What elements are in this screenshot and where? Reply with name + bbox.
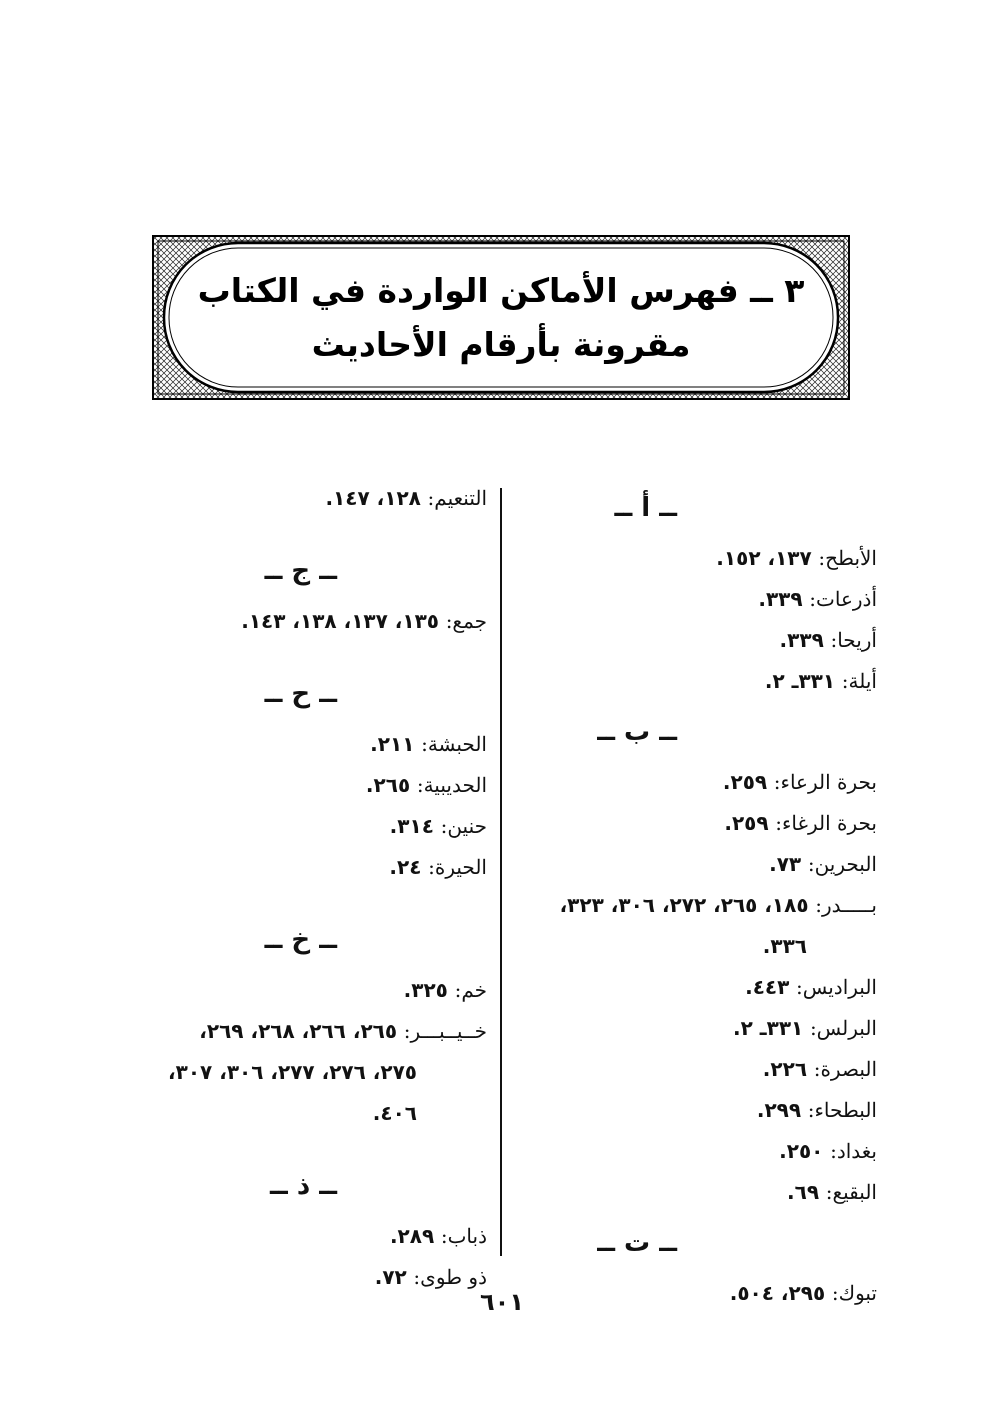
hadith-numbers: ١٣٥، ١٣٧، ١٣٨، ١٤٣. — [241, 609, 439, 633]
letter-heading: ــ أ ــ — [614, 493, 677, 523]
hadith-numbers-continued: ٢٧٥، ٢٧٦، ٢٧٧، ٣٠٦، ٣٠٧، — [168, 1060, 417, 1084]
index-entry — [167, 724, 487, 765]
hadith-numbers: ٢٩٥، ٥٠٤. — [729, 1281, 826, 1305]
place-name: جمع: — [445, 609, 487, 633]
hadith-numbers: ٢٥٠. — [779, 1139, 824, 1163]
hadith-numbers: ٣٣١ـ ٢. — [764, 669, 836, 693]
place-name: البقيع: — [825, 1180, 877, 1204]
index-entry — [497, 844, 877, 885]
place-name: حنين: — [440, 814, 487, 838]
index-entry — [497, 803, 877, 844]
place-name: خــيــبـــر: — [403, 1019, 487, 1043]
index-entry — [497, 885, 877, 967]
letter-heading: ــ ذ ــ — [270, 1171, 337, 1201]
hadith-numbers: ٦٩. — [787, 1180, 820, 1204]
place-name: البحرين: — [807, 852, 877, 876]
hadith-numbers: ٣٣١ـ ٢. — [732, 1016, 804, 1040]
section-gap — [167, 1134, 487, 1156]
place-name: البرلس: — [809, 1016, 877, 1040]
index-entry — [167, 478, 487, 519]
index-entry — [497, 538, 877, 579]
place-name: ذباب: — [440, 1224, 487, 1248]
hadith-numbers-continued: ٣٣٦. — [762, 934, 807, 958]
letter-heading: ــ ح ــ — [264, 679, 337, 709]
hadith-numbers: ٢٤. — [389, 855, 422, 879]
place-name: بغداد: — [830, 1139, 877, 1163]
index-entry — [167, 1011, 487, 1134]
hadith-numbers: ٢٢٦. — [762, 1057, 808, 1081]
title-line-1: ٣ ــ فهرس الأماكن الواردة في الكتاب — [197, 270, 805, 310]
place-name: الحيرة: — [428, 855, 487, 879]
index-entry — [497, 1049, 877, 1090]
place-name: الحديبية: — [416, 773, 487, 797]
hadith-numbers: ٢٦٥، ٢٦٦، ٢٦٨، ٢٦٩، — [199, 1019, 398, 1043]
letter-heading: ــ ج ــ — [264, 556, 337, 586]
index-entry — [167, 847, 487, 888]
place-name: تبوك: — [831, 1281, 877, 1305]
place-name: البراديس: — [796, 975, 877, 999]
index-entry — [497, 1008, 877, 1049]
index-entry — [497, 762, 877, 803]
index-entry — [497, 1090, 877, 1131]
hadith-numbers: ١٣٧، ١٥٢. — [716, 546, 812, 570]
hadith-numbers-continued: ٤٠٦. — [372, 1101, 417, 1125]
section-gap — [167, 888, 487, 910]
place-name: البصرة: — [813, 1057, 877, 1081]
title-line-2: مقرونة بأرقام الأحاديث — [311, 324, 691, 364]
column-divider — [500, 488, 502, 1256]
place-name: الأبطح: — [818, 546, 877, 570]
index-entry — [497, 620, 877, 661]
index-entry — [497, 661, 877, 702]
hadith-numbers: ٣٢٥. — [403, 978, 448, 1002]
letter-heading: ــ خ ــ — [264, 925, 337, 955]
place-name: البطحاء: — [807, 1098, 877, 1122]
place-name: التنعيم: — [427, 486, 487, 510]
place-name: بـــــدر: — [815, 893, 877, 917]
page-number: ٦٠١ — [480, 1288, 524, 1316]
hadith-numbers: ٤٤٣. — [745, 975, 790, 999]
hadith-numbers: ٢٩٩. — [756, 1098, 802, 1122]
hadith-numbers: ٢٥٩. — [722, 770, 768, 794]
index-entry — [497, 1273, 877, 1314]
hadith-numbers: ٢٨٩. — [389, 1224, 435, 1248]
index-entry — [167, 1216, 487, 1257]
hadith-numbers: ٧٣. — [769, 852, 802, 876]
index-entry — [497, 579, 877, 620]
left-column — [167, 478, 487, 1298]
place-name: خم: — [454, 978, 487, 1002]
place-name: بحرة الرعاء: — [773, 770, 877, 794]
right-column — [497, 478, 877, 1314]
place-name: بحرة الرغاء: — [775, 811, 877, 835]
hadith-numbers: ٢١١. — [370, 732, 415, 756]
index-title — [152, 235, 850, 400]
hadith-numbers: ٢٦٥. — [365, 773, 411, 797]
index-entry — [167, 970, 487, 1011]
title-frame — [152, 235, 850, 400]
index-entry — [167, 765, 487, 806]
hadith-numbers: ٣٣٩. — [779, 628, 824, 652]
letter-heading: ــ ت ــ — [597, 1228, 677, 1258]
index-entry — [497, 967, 877, 1008]
hadith-numbers: ٣٣٩. — [758, 587, 803, 611]
hadith-numbers: ١٨٥، ٢٦٥، ٢٧٢، ٣٠٦، ٣٢٣، — [559, 893, 809, 917]
place-name: أيلة: — [841, 669, 877, 693]
section-gap — [167, 642, 487, 664]
index-entry — [497, 1172, 877, 1213]
hadith-numbers: ٧٢. — [374, 1265, 407, 1289]
section-gap — [167, 519, 487, 541]
index-entry — [497, 1131, 877, 1172]
index-entry — [167, 601, 487, 642]
place-name: أذرعات: — [809, 587, 877, 611]
place-name: أريحا: — [830, 628, 877, 652]
letter-heading: ــ ب ــ — [597, 717, 677, 747]
place-name: الحبشة: — [421, 732, 487, 756]
index-entry — [167, 806, 487, 847]
hadith-numbers: ٢٥٩. — [724, 811, 769, 835]
index-entry — [167, 1257, 487, 1298]
hadith-numbers: ٣١٤. — [389, 814, 434, 838]
place-name: ذو طوى: — [413, 1265, 487, 1289]
hadith-numbers: ١٢٨، ١٤٧. — [325, 486, 421, 510]
